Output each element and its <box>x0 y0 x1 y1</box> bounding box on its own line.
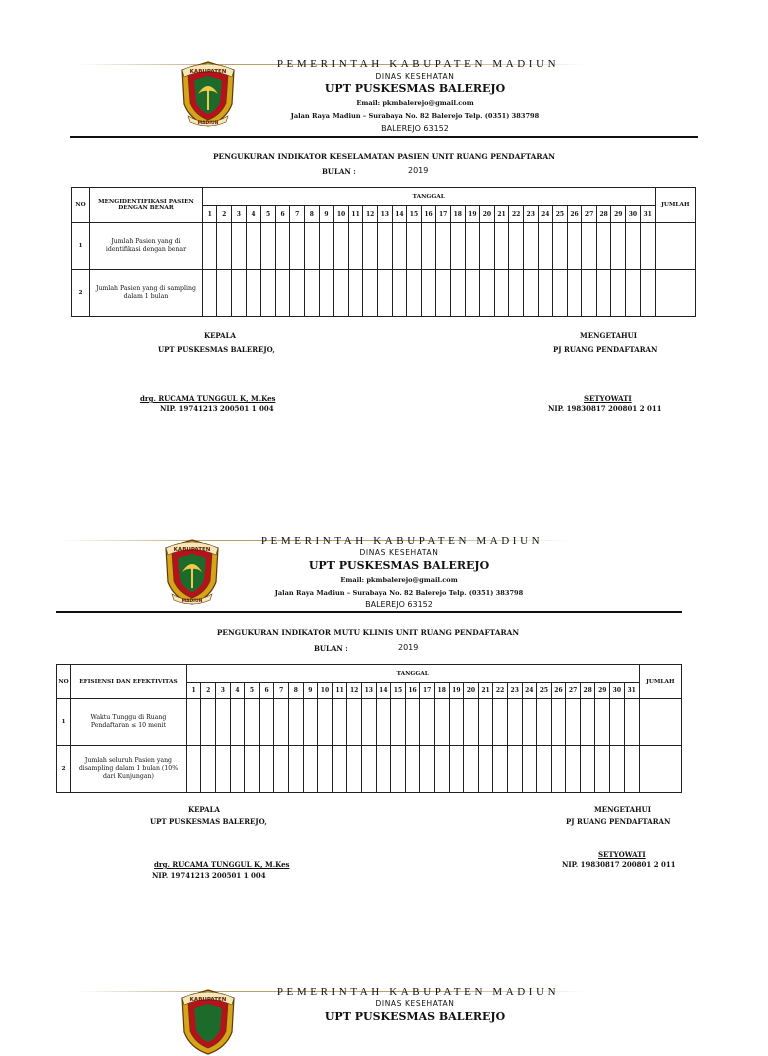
dinas-heading: DINAS KESEHATAN <box>375 999 455 1008</box>
upt-heading: UPT PUSKESMAS BALEREJO <box>308 559 490 572</box>
day-15: 15 <box>391 683 406 699</box>
day-14: 14 <box>376 683 391 699</box>
day-13: 13 <box>377 206 392 223</box>
day-19: 19 <box>449 683 464 699</box>
day-25: 25 <box>537 683 552 699</box>
upt-heading: UPT PUSKESMAS BALEREJO <box>324 82 506 95</box>
right-sign-unit: PJ RUANG PENDAFTARAN <box>566 817 671 826</box>
row-label: Jumlah Pasien yang di identifikasi dengan benar <box>90 223 203 270</box>
total-header: JUMLAH <box>639 665 681 699</box>
date-header: TANGGAL <box>202 188 655 206</box>
day-24: 24 <box>522 683 537 699</box>
day-12: 12 <box>363 206 378 223</box>
form-title: PENGUKURAN INDIKATOR KESELAMATAN PASIEN UNIT RUANG PENDAFTARAN <box>212 152 556 161</box>
no-header: NO <box>72 188 90 223</box>
day-15: 15 <box>407 206 422 223</box>
left-sign-unit: UPT PUSKESMAS BALEREJO, <box>150 817 267 826</box>
email-line: Email: pkmbalerejo@gmail.com <box>340 576 458 584</box>
day-24: 24 <box>538 206 553 223</box>
day-30: 30 <box>610 683 625 699</box>
day-18: 18 <box>434 683 449 699</box>
day-19: 19 <box>465 206 480 223</box>
address-line: Jalan Raya Madiun – Surabaya No. 82 Balerejo Telp. (0351) 383798 <box>274 589 524 597</box>
day-28: 28 <box>580 683 595 699</box>
day-4: 4 <box>246 206 261 223</box>
row-label: Jumlah seluruh Pasien yang disampling dalam 1 bulan (10% dari Kunjungan) <box>71 746 187 793</box>
year-value: 2019 <box>408 166 429 175</box>
dinas-heading: DINAS KESEHATAN <box>375 72 455 81</box>
government-heading: PEMERINTAH KABUPATEN MADIUN <box>276 58 560 70</box>
left-sign-unit: UPT PUSKESMAS BALEREJO, <box>158 345 275 354</box>
day-29: 29 <box>595 683 610 699</box>
government-heading: PEMERINTAH KABUPATEN MADIUN <box>276 986 560 998</box>
day-17: 17 <box>436 206 451 223</box>
total-header: JUMLAH <box>655 188 695 223</box>
dinas-heading: DINAS KESEHATAN <box>359 548 439 557</box>
day-5: 5 <box>261 206 276 223</box>
day-18: 18 <box>450 206 465 223</box>
day-13: 13 <box>361 683 376 699</box>
day-31: 31 <box>624 683 639 699</box>
left-sign-title: KEPALA <box>204 331 236 340</box>
right-sign-unit: PJ RUANG PENDAFTARAN <box>553 345 658 354</box>
day-26: 26 <box>551 683 566 699</box>
day-20: 20 <box>480 206 495 223</box>
day-26: 26 <box>567 206 582 223</box>
row-number: 1 <box>57 699 71 746</box>
right-sign-title: MENGETAHUI <box>594 805 652 814</box>
government-heading: PEMERINTAH KABUPATEN MADIUN <box>260 535 544 547</box>
bulan-label: BULAN : <box>314 644 348 653</box>
day-16: 16 <box>405 683 420 699</box>
address-line: Jalan Raya Madiun – Surabaya No. 82 Balerejo Telp. (0351) 383798 <box>290 112 540 120</box>
day-27: 27 <box>582 206 597 223</box>
bulan-label: BULAN : <box>322 167 356 176</box>
city-line: BALEREJO 63152 <box>381 124 449 133</box>
day-6: 6 <box>275 206 290 223</box>
day-20: 20 <box>464 683 479 699</box>
day-23: 23 <box>523 206 538 223</box>
indicator-header: MENGIDENTIFIKASI PASIEN DENGAN BENAR <box>90 188 203 223</box>
day-11: 11 <box>332 683 347 699</box>
day-7: 7 <box>274 683 289 699</box>
kabupaten-madiun-logo <box>178 988 238 1056</box>
form-title: PENGUKURAN INDIKATOR MUTU KLINIS UNIT RUANG PENDAFTARAN <box>216 628 520 637</box>
day-9: 9 <box>319 206 334 223</box>
row-number: 2 <box>72 270 90 317</box>
day-14: 14 <box>392 206 407 223</box>
row-label: Jumlah Pasien yang di sampling dalam 1 bulan <box>90 270 203 317</box>
svg-text:KABUPATEN: KABUPATEN <box>173 547 211 553</box>
svg-text:KABUPATEN: KABUPATEN <box>189 997 227 1003</box>
left-sign-nip: NIP. 19741213 200501 1 004 <box>152 871 266 880</box>
no-header: NO <box>57 665 71 699</box>
day-27: 27 <box>566 683 581 699</box>
day-4: 4 <box>230 683 245 699</box>
day-5: 5 <box>245 683 260 699</box>
day-1: 1 <box>202 206 217 223</box>
svg-text:KABUPATEN: KABUPATEN <box>189 69 227 75</box>
day-21: 21 <box>478 683 493 699</box>
day-31: 31 <box>640 206 655 223</box>
left-sign-name: drg. RUCAMA TUNGGUL K, M.Kes <box>140 394 276 403</box>
day-2: 2 <box>217 206 232 223</box>
email-line: Email: pkmbalerejo@gmail.com <box>356 99 474 107</box>
day-9: 9 <box>303 683 318 699</box>
left-sign-name: drg. RUCAMA TUNGGUL K, M.Kes <box>154 860 290 869</box>
day-23: 23 <box>507 683 522 699</box>
day-10: 10 <box>318 683 333 699</box>
left-sign-title: KEPALA <box>188 805 220 814</box>
row-number: 1 <box>72 223 90 270</box>
right-sign-nip: NIP. 19830817 200801 2 011 <box>548 404 662 413</box>
indicator-header: EFISIENSI DAN EFEKTIVITAS <box>71 665 187 699</box>
day-10: 10 <box>334 206 349 223</box>
day-8: 8 <box>289 683 304 699</box>
day-1: 1 <box>186 683 201 699</box>
day-22: 22 <box>509 206 524 223</box>
row-number: 2 <box>57 746 71 793</box>
right-sign-name: SETYOWATI <box>584 394 632 403</box>
day-7: 7 <box>290 206 305 223</box>
day-28: 28 <box>596 206 611 223</box>
day-16: 16 <box>421 206 436 223</box>
day-25: 25 <box>553 206 568 223</box>
day-6: 6 <box>259 683 274 699</box>
day-3: 3 <box>232 206 247 223</box>
day-3: 3 <box>216 683 231 699</box>
day-17: 17 <box>420 683 435 699</box>
day-29: 29 <box>611 206 626 223</box>
right-sign-title: MENGETAHUI <box>580 331 638 340</box>
day-12: 12 <box>347 683 362 699</box>
row-label: Waktu Tunggu di Ruang Pendaftaran ≤ 10 menit <box>71 699 187 746</box>
date-header: TANGGAL <box>186 665 639 683</box>
svg-text:MADIUN: MADIUN <box>197 121 219 126</box>
right-sign-nip: NIP. 19830817 200801 2 011 <box>562 860 676 869</box>
day-21: 21 <box>494 206 509 223</box>
upt-heading: UPT PUSKESMAS BALEREJO <box>324 1010 506 1023</box>
city-line: BALEREJO 63152 <box>365 600 433 609</box>
day-30: 30 <box>626 206 641 223</box>
day-11: 11 <box>348 206 363 223</box>
day-22: 22 <box>493 683 508 699</box>
day-2: 2 <box>201 683 216 699</box>
day-8: 8 <box>305 206 320 223</box>
right-sign-name: SETYOWATI <box>598 850 646 859</box>
left-sign-nip: NIP. 19741213 200501 1 004 <box>160 404 274 413</box>
year-value: 2019 <box>398 643 419 652</box>
svg-text:MADIUN: MADIUN <box>181 599 203 604</box>
